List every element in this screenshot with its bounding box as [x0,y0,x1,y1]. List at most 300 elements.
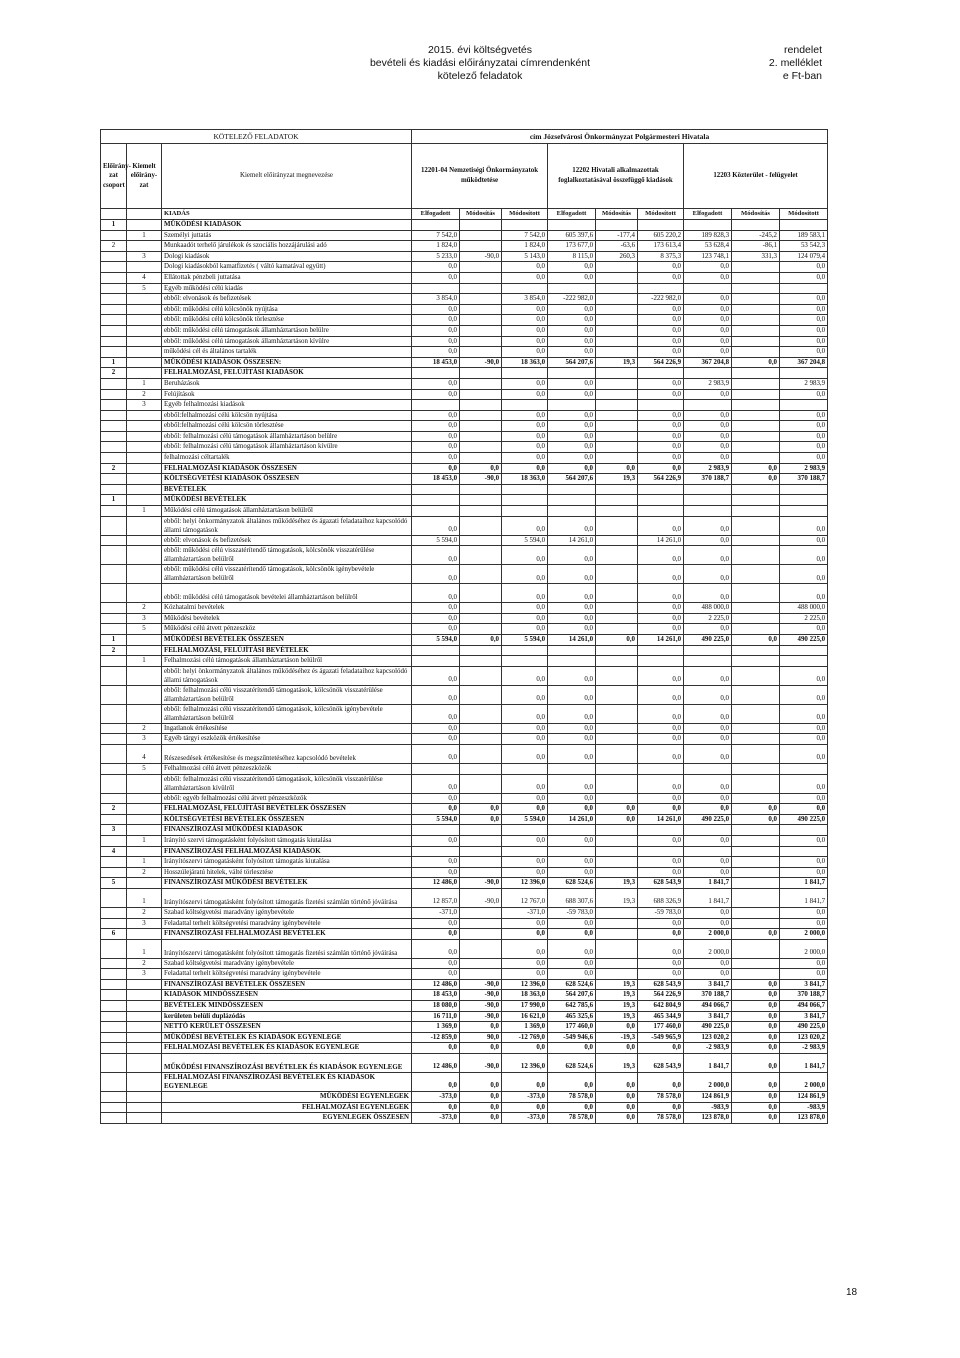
value-cell [596,283,638,294]
value-cell [460,907,502,918]
value-cell: 0,0 [460,1043,502,1054]
value-cell: 0,0 [638,304,684,315]
value-cell [638,484,684,495]
value-cell: 0,0 [412,603,460,614]
value-cell: 0,0 [548,918,596,929]
value-cell: -63,6 [596,241,638,252]
value-cell: 564 207,6 [548,474,596,485]
kiemelt-cell [127,804,162,815]
value-cell [460,272,502,283]
value-cell: 642 785,6 [548,1001,596,1012]
value-cell: 1 841,7 [684,888,732,907]
value-cell: 0,0 [412,347,460,358]
group-cell: 5 [101,878,127,889]
value-cell: 0,0 [502,347,548,358]
value-cell: 0,0 [412,325,460,336]
value-cell: 0,0 [412,389,460,400]
value-cell: 0,0 [780,294,828,305]
value-cell: 14 261,0 [548,635,596,646]
table-row [101,535,828,546]
sub-col-header: Módosított [638,209,684,220]
name-cell: MŰKÖDÉSI BEVÉTELEK [162,495,412,506]
value-cell: -549 946,6 [548,1032,596,1043]
value-cell: 0,0 [732,990,780,1001]
value-cell: 490 225,0 [684,814,732,825]
name-cell: Irányítószervi támogatásként folyósított támogatás fizetési számlán történő jóváírása [162,888,412,907]
group-cell [101,516,127,535]
document-header-right [769,44,822,83]
table-row [101,368,828,379]
table-row [101,474,828,485]
value-cell [460,484,502,495]
group-cell [101,1001,127,1012]
value-cell: 628 524,6 [548,878,596,889]
value-cell: 12 486,0 [412,878,460,889]
table-row [101,907,828,918]
table-row [101,929,828,940]
value-cell [460,304,502,315]
value-cell: 0,0 [638,929,684,940]
value-cell: 0,0 [684,565,732,584]
kiemelt-cell [127,453,162,464]
value-cell [502,825,548,836]
value-cell: -19,3 [596,1032,638,1043]
kiemelt-cell [127,262,162,273]
value-cell: -90,0 [460,357,502,368]
value-cell [502,763,548,774]
value-cell: 0,0 [638,624,684,635]
group-cell [101,763,127,774]
value-cell: 53 628,4 [684,241,732,252]
value-cell [412,495,460,506]
value-cell: 0,0 [412,442,460,453]
value-cell: 0,0 [548,453,596,464]
value-cell: 5 233,0 [412,251,460,262]
name-cell: kerületen belüli duplázódás [162,1011,412,1022]
value-cell: 5 594,0 [412,635,460,646]
value-cell [780,400,828,411]
kiemelt-cell [127,825,162,836]
value-cell: 5 594,0 [412,814,460,825]
name-cell: ebből: működési célú kölcsönök nyújtása [162,304,412,315]
value-cell [596,939,638,958]
value-cell: 0,0 [502,835,548,846]
name-cell: BEVÉTELEK MINDÖSSZESEN [162,1001,412,1012]
kiemelt-cell [127,565,162,584]
value-cell: 0,0 [684,453,732,464]
value-cell: 0,0 [780,325,828,336]
group-cell [101,1092,127,1103]
col-header-group: Előirány-zat csoport [101,144,127,209]
value-cell: 0,0 [780,969,828,980]
value-cell: -12 859,0 [412,1032,460,1043]
value-cell: 123 020,2 [684,1032,732,1043]
value-cell [732,495,780,506]
value-cell: -59 783,0 [548,907,596,918]
value-cell [732,878,780,889]
kiemelt-cell: 5 [127,283,162,294]
value-cell [732,793,780,804]
value-cell: 0,0 [684,431,732,442]
value-cell [638,495,684,506]
value-cell: 0,0 [780,262,828,273]
value-cell: 12 486,0 [412,979,460,990]
value-cell [460,421,502,432]
table-row [101,635,828,646]
value-cell: 0,0 [638,410,684,421]
value-cell: 1 841,7 [684,878,732,889]
value-cell [596,846,638,857]
name-cell: MŰKÖDÉSI BEVÉTELEK ÉS KIADÁSOK EGYENLEGE [162,1032,412,1043]
value-cell [460,825,502,836]
value-cell: 0,0 [684,793,732,804]
value-cell: 0,0 [412,336,460,347]
value-cell: 0,0 [502,336,548,347]
value-cell: 0,0 [732,1092,780,1103]
value-cell: 1 369,0 [412,1022,460,1033]
value-cell [638,506,684,517]
value-cell: 12 857,0 [412,888,460,907]
name-cell: Felhalmozási célú támogatások államháztartáson belülről [162,656,412,667]
value-cell [460,516,502,535]
value-cell: 0,0 [780,431,828,442]
value-cell: 0,0 [412,613,460,624]
table-row [101,685,828,704]
kiemelt-cell: 2 [127,389,162,400]
value-cell: 7 542,0 [412,230,460,241]
value-cell: 628 524,6 [548,1054,596,1073]
value-cell: 0,0 [638,565,684,584]
kiemelt-cell: 1 [127,939,162,958]
value-cell: 0,0 [502,1043,548,1054]
value-cell [596,603,638,614]
value-cell [502,220,548,231]
value-cell: 0,0 [502,304,548,315]
sub-col-header: Módosított [502,209,548,220]
table-row [101,645,828,656]
name-cell: ebből: működési célú támogatások államháztartáson kívülre [162,336,412,347]
value-cell: 0,0 [412,744,460,763]
value-cell: 0,0 [684,734,732,745]
name-cell: Személyi juttatás [162,230,412,241]
value-cell [596,744,638,763]
name-cell: ebből: felhalmozási célú visszatérítendő támogatások, kölcsönök igénybevétele államháztartáson belülről [162,704,412,723]
value-cell [732,867,780,878]
value-cell: 0,0 [684,442,732,453]
group-cell [101,262,127,273]
value-cell: 490 225,0 [780,635,828,646]
group-cell [101,347,127,358]
kiemelt-cell [127,325,162,336]
value-cell: 0,0 [412,463,460,474]
value-cell [596,294,638,305]
value-cell: 124 861,9 [780,1092,828,1103]
value-cell: 0,0 [412,835,460,846]
kiemelt-cell: 3 [127,613,162,624]
value-cell [460,685,502,704]
group-cell [101,1022,127,1033]
group-cell [101,484,127,495]
value-cell [460,603,502,614]
value-cell [460,389,502,400]
group-cell: 2 [101,463,127,474]
value-cell: -373,0 [502,1113,548,1124]
value-cell: 564 207,6 [548,357,596,368]
group-cell [101,453,127,464]
value-cell: 19,3 [596,1011,638,1022]
value-cell [684,645,732,656]
value-cell [596,825,638,836]
table-row [101,704,828,723]
value-cell: 19,3 [596,979,638,990]
value-cell [638,400,684,411]
table-row [101,1092,828,1103]
value-cell: 173 677,0 [548,241,596,252]
group-cell: 1 [101,495,127,506]
value-cell [596,857,638,868]
kiemelt-cell: 3 [127,251,162,262]
value-cell: 0,0 [502,516,548,535]
table-row [101,347,828,358]
value-cell: 19,3 [596,1001,638,1012]
name-cell: ebből: felhalmozási célú visszatérítendő támogatások, kölcsönök visszatérülése államháztartáson belülről [162,685,412,704]
value-cell: 0,0 [548,804,596,815]
value-cell: 0,0 [684,410,732,421]
value-cell: 0,0 [638,793,684,804]
value-cell: 0,0 [638,442,684,453]
name-cell: ebből:felhalmozási célú kölcsön nyújtása [162,410,412,421]
value-cell [596,535,638,546]
value-cell: 0,0 [732,1113,780,1124]
value-cell [412,846,460,857]
value-cell: 0,0 [548,262,596,273]
kiemelt-cell [127,878,162,889]
value-cell: 0,0 [412,421,460,432]
value-cell: 53 542,3 [780,241,828,252]
table-row [101,378,828,389]
value-cell: 0,0 [732,1073,780,1092]
kiemelt-cell [127,304,162,315]
table-row [101,1032,828,1043]
kiemelt-cell: 1 [127,857,162,868]
value-cell [460,666,502,685]
value-cell: 0,0 [412,918,460,929]
table-row [101,1073,828,1092]
kiemelt-cell [127,495,162,506]
value-cell: 0,0 [412,565,460,584]
value-cell [684,495,732,506]
kiemelt-cell [127,1102,162,1113]
value-cell [412,656,460,667]
value-cell: 0,0 [412,723,460,734]
value-cell [732,969,780,980]
value-cell: 0,0 [596,1073,638,1092]
kiemelt-cell [127,1073,162,1092]
value-cell: 5 594,0 [502,535,548,546]
value-cell: 0,0 [412,304,460,315]
kiemelt-cell [127,347,162,358]
table-row [101,804,828,815]
value-cell: 189 583,1 [780,230,828,241]
value-cell: 628 543,9 [638,1054,684,1073]
value-cell: 0,0 [502,378,548,389]
value-cell [732,315,780,326]
table-row [101,431,828,442]
value-cell [732,763,780,774]
value-cell: 0,0 [780,272,828,283]
value-cell: 0,0 [502,442,548,453]
value-cell: 0,0 [684,294,732,305]
kiemelt-cell [127,990,162,1001]
value-cell: 0,0 [548,565,596,584]
value-cell: 0,0 [638,704,684,723]
table-row [101,251,828,262]
value-cell: 0,0 [684,421,732,432]
value-cell: 0,0 [502,666,548,685]
value-cell [732,262,780,273]
document-header-center [300,44,660,83]
kiemelt-cell [127,685,162,704]
value-cell [732,516,780,535]
value-cell: 0,0 [638,603,684,614]
value-cell: 3 841,7 [780,979,828,990]
value-cell: 0,0 [502,939,548,958]
value-cell: 0,0 [548,516,596,535]
value-cell: 0,0 [548,939,596,958]
value-cell: 0,0 [732,1011,780,1022]
value-cell [780,495,828,506]
value-cell: 16 711,0 [412,1011,460,1022]
value-cell: 0,0 [780,774,828,793]
value-cell: 2 000,0 [684,929,732,940]
kiemelt-cell [127,1043,162,1054]
name-cell: MŰKÖDÉSI KIADÁSOK [162,220,412,231]
value-cell: 0,0 [638,431,684,442]
table-row [101,294,828,305]
value-cell: 78 578,0 [638,1092,684,1103]
column-header-row [101,144,828,209]
value-cell: 0,0 [638,734,684,745]
name-cell: Munkaadót terhelő járulékok és szociális hozzájárulási adó [162,241,412,252]
value-cell [548,368,596,379]
value-cell: 0,0 [548,857,596,868]
name-cell: Részesedések értékesítése és megszűntetéséhez kapcsolódó bevételek [162,744,412,763]
value-cell: 0,0 [502,969,548,980]
value-cell [502,484,548,495]
group-cell [101,979,127,990]
table-row [101,763,828,774]
table-row [101,979,828,990]
value-cell: 12 767,0 [502,888,548,907]
value-cell: 0,0 [548,603,596,614]
value-cell: 0,0 [780,453,828,464]
value-cell: 0,0 [548,774,596,793]
value-cell [460,704,502,723]
value-cell: 0,0 [548,347,596,358]
table-row [101,723,828,734]
value-cell: 0,0 [638,685,684,704]
value-cell [732,336,780,347]
value-cell: 0,0 [638,835,684,846]
group-cell: 1 [101,357,127,368]
value-cell [732,723,780,734]
table-row [101,453,828,464]
value-cell: 173 613,4 [638,241,684,252]
value-cell: 0,0 [732,1001,780,1012]
group-cell [101,546,127,565]
table-row [101,846,828,857]
group-cell [101,835,127,846]
value-cell [502,656,548,667]
group-cell [101,613,127,624]
name-cell: FINANSZÍROZÁSI FELHALMOZÁSI BEVÉTELEK [162,929,412,940]
value-cell: 0,0 [548,584,596,603]
value-cell [732,272,780,283]
value-cell: 17 990,0 [502,1001,548,1012]
kiemelt-cell: 5 [127,763,162,774]
header-line: 2. melléklet [768,57,822,69]
value-cell: 12 396,0 [502,979,548,990]
name-cell: ebből: működési célú kölcsönök törlesztése [162,315,412,326]
value-cell [596,325,638,336]
value-cell: -90,0 [460,1011,502,1022]
name-cell: ebből: működési célú visszatérítendő támogatások, kölcsönök igénybevétele államháztartáson belülről [162,565,412,584]
budget-table [100,129,828,1124]
value-cell: 564 207,6 [548,990,596,1001]
value-cell: 0,0 [780,584,828,603]
value-cell [460,442,502,453]
table-row [101,857,828,868]
value-cell [732,918,780,929]
table-row [101,484,828,495]
value-cell: 0,0 [502,272,548,283]
sub-col-header: Módosítás [596,209,638,220]
value-cell: 0,0 [684,666,732,685]
value-cell: 0,0 [460,1113,502,1124]
group-cell [101,939,127,958]
col-header-12201: 12201-04 Nemzetiségi Önkormányzatok működtetése [412,144,548,209]
kiemelt-cell [127,1113,162,1124]
value-cell [684,763,732,774]
value-cell: 0,0 [684,804,732,815]
value-cell: -373,0 [412,1092,460,1103]
value-cell: 0,0 [502,315,548,326]
value-cell [732,624,780,635]
value-cell: -12 769,0 [502,1032,548,1043]
value-cell: 0,0 [502,431,548,442]
name-cell: felhalmozási céltartalék [162,453,412,464]
kiemelt-cell [127,410,162,421]
value-cell: 0,0 [412,774,460,793]
value-cell: 177 460,0 [548,1022,596,1033]
value-cell: 123 878,0 [780,1113,828,1124]
name-cell: ebből: felhalmozási célú visszatérítendő támogatások, kölcsönök visszatérülése államháztartáson kívülről [162,774,412,793]
group-cell [101,744,127,763]
kiemelt-cell: 2 [127,907,162,918]
col-header-kiemelt: Kiemelt előirány-zat [127,144,162,209]
value-cell [596,969,638,980]
value-cell [596,304,638,315]
value-cell [460,867,502,878]
group-cell: 2 [101,241,127,252]
name-cell: ebből: működési célú támogatások bevételei államháztartáson belülről [162,584,412,603]
value-cell: 0,0 [780,565,828,584]
kiemelt-cell [127,929,162,940]
value-cell: 0,0 [412,804,460,815]
group-cell [101,272,127,283]
group-cell [101,907,127,918]
value-cell [596,565,638,584]
